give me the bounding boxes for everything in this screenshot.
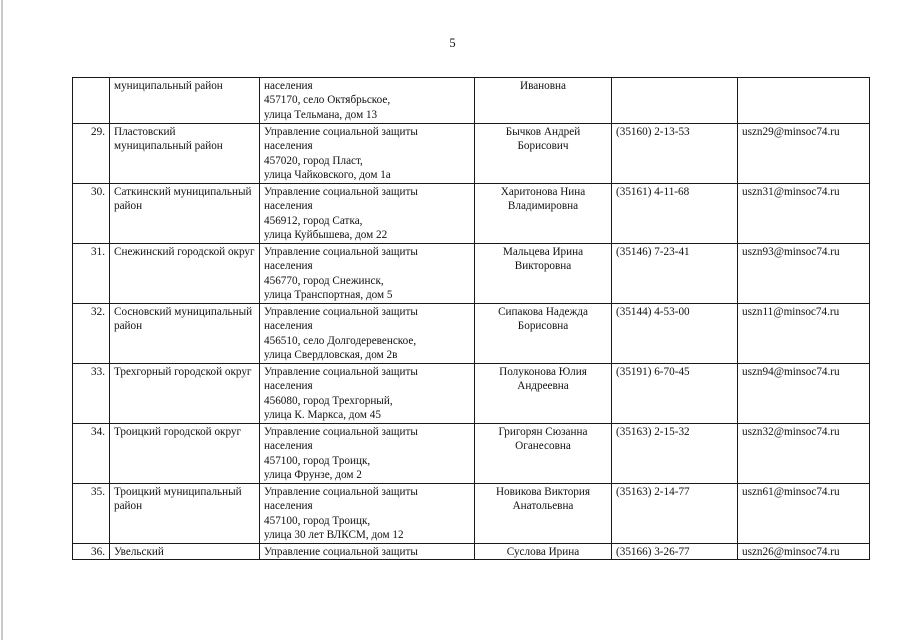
row-number: 33.	[73, 364, 110, 424]
table-row	[73, 364, 870, 424]
address-line: улица Тельмана, дом 13	[264, 108, 378, 121]
head-cell	[475, 484, 612, 544]
email-address: uszn26@minsoc74.ru	[738, 544, 870, 560]
head-cell	[475, 304, 612, 364]
phone-number: (35144) 4-53-00	[612, 304, 738, 364]
address-line: 457170, село Октябрьское,	[264, 94, 391, 107]
head-name-line: Суслова Ирина	[506, 546, 580, 558]
head-name-line: Оганесовна	[515, 440, 571, 453]
address-line: Управление социальной защиты	[264, 306, 418, 318]
head-name-line: Харитонова Нина	[500, 186, 586, 198]
phone-number: (35146) 7-23-41	[612, 244, 738, 304]
table-row	[73, 124, 870, 184]
table-row	[73, 424, 870, 484]
head-name-line: Борисовна	[517, 320, 569, 333]
address-cell	[260, 244, 475, 304]
address-line: Управление социальной защиты	[264, 186, 418, 198]
row-number: 31.	[73, 244, 110, 304]
head-name-line: Сипакова Надежда	[498, 306, 588, 318]
head-name-line: Борисович	[517, 140, 569, 153]
head-name-line: Мальцева Ирина	[502, 246, 584, 258]
address-line: Управление социальной защиты	[264, 246, 418, 258]
email-address: uszn29@minsoc74.ru	[738, 124, 870, 184]
address-line: населения	[264, 380, 313, 393]
head-name-line: Полуконова Юлия	[499, 366, 587, 378]
district-name: Увельский	[110, 544, 260, 560]
head-cell	[475, 184, 612, 244]
row-number: 32.	[73, 304, 110, 364]
address-line: 457100, город Троицк,	[264, 514, 371, 527]
table-row	[73, 304, 870, 364]
address-cell	[260, 124, 475, 184]
head-cell	[475, 244, 612, 304]
email-address: uszn31@minsoc74.ru	[738, 184, 870, 244]
address-line: населения	[264, 500, 313, 513]
head-name-line: Бычков Андрей	[505, 126, 581, 138]
email-address	[738, 78, 870, 124]
row-number	[73, 78, 110, 124]
district-name: Троицкий городской округ	[110, 424, 260, 484]
head-name-line: Анатольевна	[512, 500, 574, 513]
district-name: Саткинский муниципальный район	[110, 184, 260, 244]
address-line: Управление социальной защиты	[264, 486, 418, 498]
district-name: Троицкий муниципальный район	[110, 484, 260, 544]
row-number: 36.	[73, 544, 110, 560]
table-row	[73, 78, 870, 124]
email-address: uszn94@minsoc74.ru	[738, 364, 870, 424]
head-cell	[475, 424, 612, 484]
district-name: Сосновский муниципальный район	[110, 304, 260, 364]
email-address: uszn61@minsoc74.ru	[738, 484, 870, 544]
head-name-line: Григорян Сюзанна	[498, 426, 588, 438]
table-row	[73, 544, 870, 560]
district-name: муниципальный район	[110, 78, 260, 124]
address-line: улица 30 лет ВЛКСМ, дом 12	[264, 529, 404, 542]
scan-edge	[1, 0, 3, 640]
district-name: Трехгорный городской округ	[110, 364, 260, 424]
address-line: Управление социальной защиты	[264, 366, 418, 378]
address-line: 457020, город Пласт,	[264, 154, 363, 167]
phone-number: (35161) 4-11-68	[612, 184, 738, 244]
address-line: улица Транспортная, дом 5	[264, 289, 393, 302]
phone-number: (35163) 2-15-32	[612, 424, 738, 484]
email-address: uszn11@minsoc74.ru	[738, 304, 870, 364]
address-line: населения	[264, 200, 313, 213]
head-cell	[475, 544, 612, 560]
address-line: населения	[264, 80, 313, 92]
page-number: 5	[449, 36, 456, 50]
address-line: населения	[264, 440, 313, 453]
phone-number: (35160) 2-13-53	[612, 124, 738, 184]
address-line: 457100, город Троицк,	[264, 454, 371, 467]
address-cell	[260, 424, 475, 484]
row-number: 29.	[73, 124, 110, 184]
row-number: 34.	[73, 424, 110, 484]
head-cell	[475, 124, 612, 184]
address-cell	[260, 544, 475, 560]
address-line: 456912, город Сатка,	[264, 214, 363, 227]
address-line: улица Куйбышева, дом 22	[264, 229, 388, 242]
district-name: Пластовский муниципальный район	[110, 124, 260, 184]
address-line: населения	[264, 140, 313, 153]
address-line: Управление социальной защиты	[264, 426, 418, 438]
address-line: улица Чайковского, дом 1а	[264, 169, 391, 182]
address-line: Управление социальной защиты	[264, 126, 418, 138]
address-cell	[260, 304, 475, 364]
phone-number: (35166) 3-26-77	[612, 544, 738, 560]
address-line: улица Фрунзе, дом 2	[264, 469, 362, 482]
table-row	[73, 484, 870, 544]
head-name-line: Викторовна	[514, 260, 572, 273]
address-cell	[260, 484, 475, 544]
address-cell	[260, 184, 475, 244]
address-line: населения	[264, 320, 313, 333]
address-line: 456770, город Снежинск,	[264, 274, 384, 287]
table-row	[73, 184, 870, 244]
row-number: 30.	[73, 184, 110, 244]
address-line: улица К. Маркса, дом 45	[264, 409, 381, 422]
head-cell	[475, 78, 612, 124]
address-line: 456080, город Трехгорный,	[264, 394, 393, 407]
address-cell	[260, 78, 475, 124]
address-line: Управление социальной защиты	[264, 546, 418, 558]
table-row	[73, 244, 870, 304]
head-name-line: Новикова Виктория	[495, 486, 591, 498]
address-line: населения	[264, 260, 313, 273]
head-name-line: Ивановна	[520, 80, 566, 92]
email-address: uszn32@minsoc74.ru	[738, 424, 870, 484]
phone-number: (35191) 6-70-45	[612, 364, 738, 424]
head-name-line: Владимировна	[507, 200, 579, 213]
address-cell	[260, 364, 475, 424]
address-line: 456510, село Долгодеревенское,	[264, 334, 417, 347]
head-cell	[475, 364, 612, 424]
phone-number: (35163) 2-14-77	[612, 484, 738, 544]
phone-number	[612, 78, 738, 124]
row-number: 35.	[73, 484, 110, 544]
head-name-line: Андреевна	[517, 380, 569, 393]
address-line: улица Свердловская, дом 2в	[264, 349, 398, 362]
contacts-table	[72, 77, 870, 560]
district-name: Снежинский городской округ	[110, 244, 260, 304]
email-address: uszn93@minsoc74.ru	[738, 244, 870, 304]
